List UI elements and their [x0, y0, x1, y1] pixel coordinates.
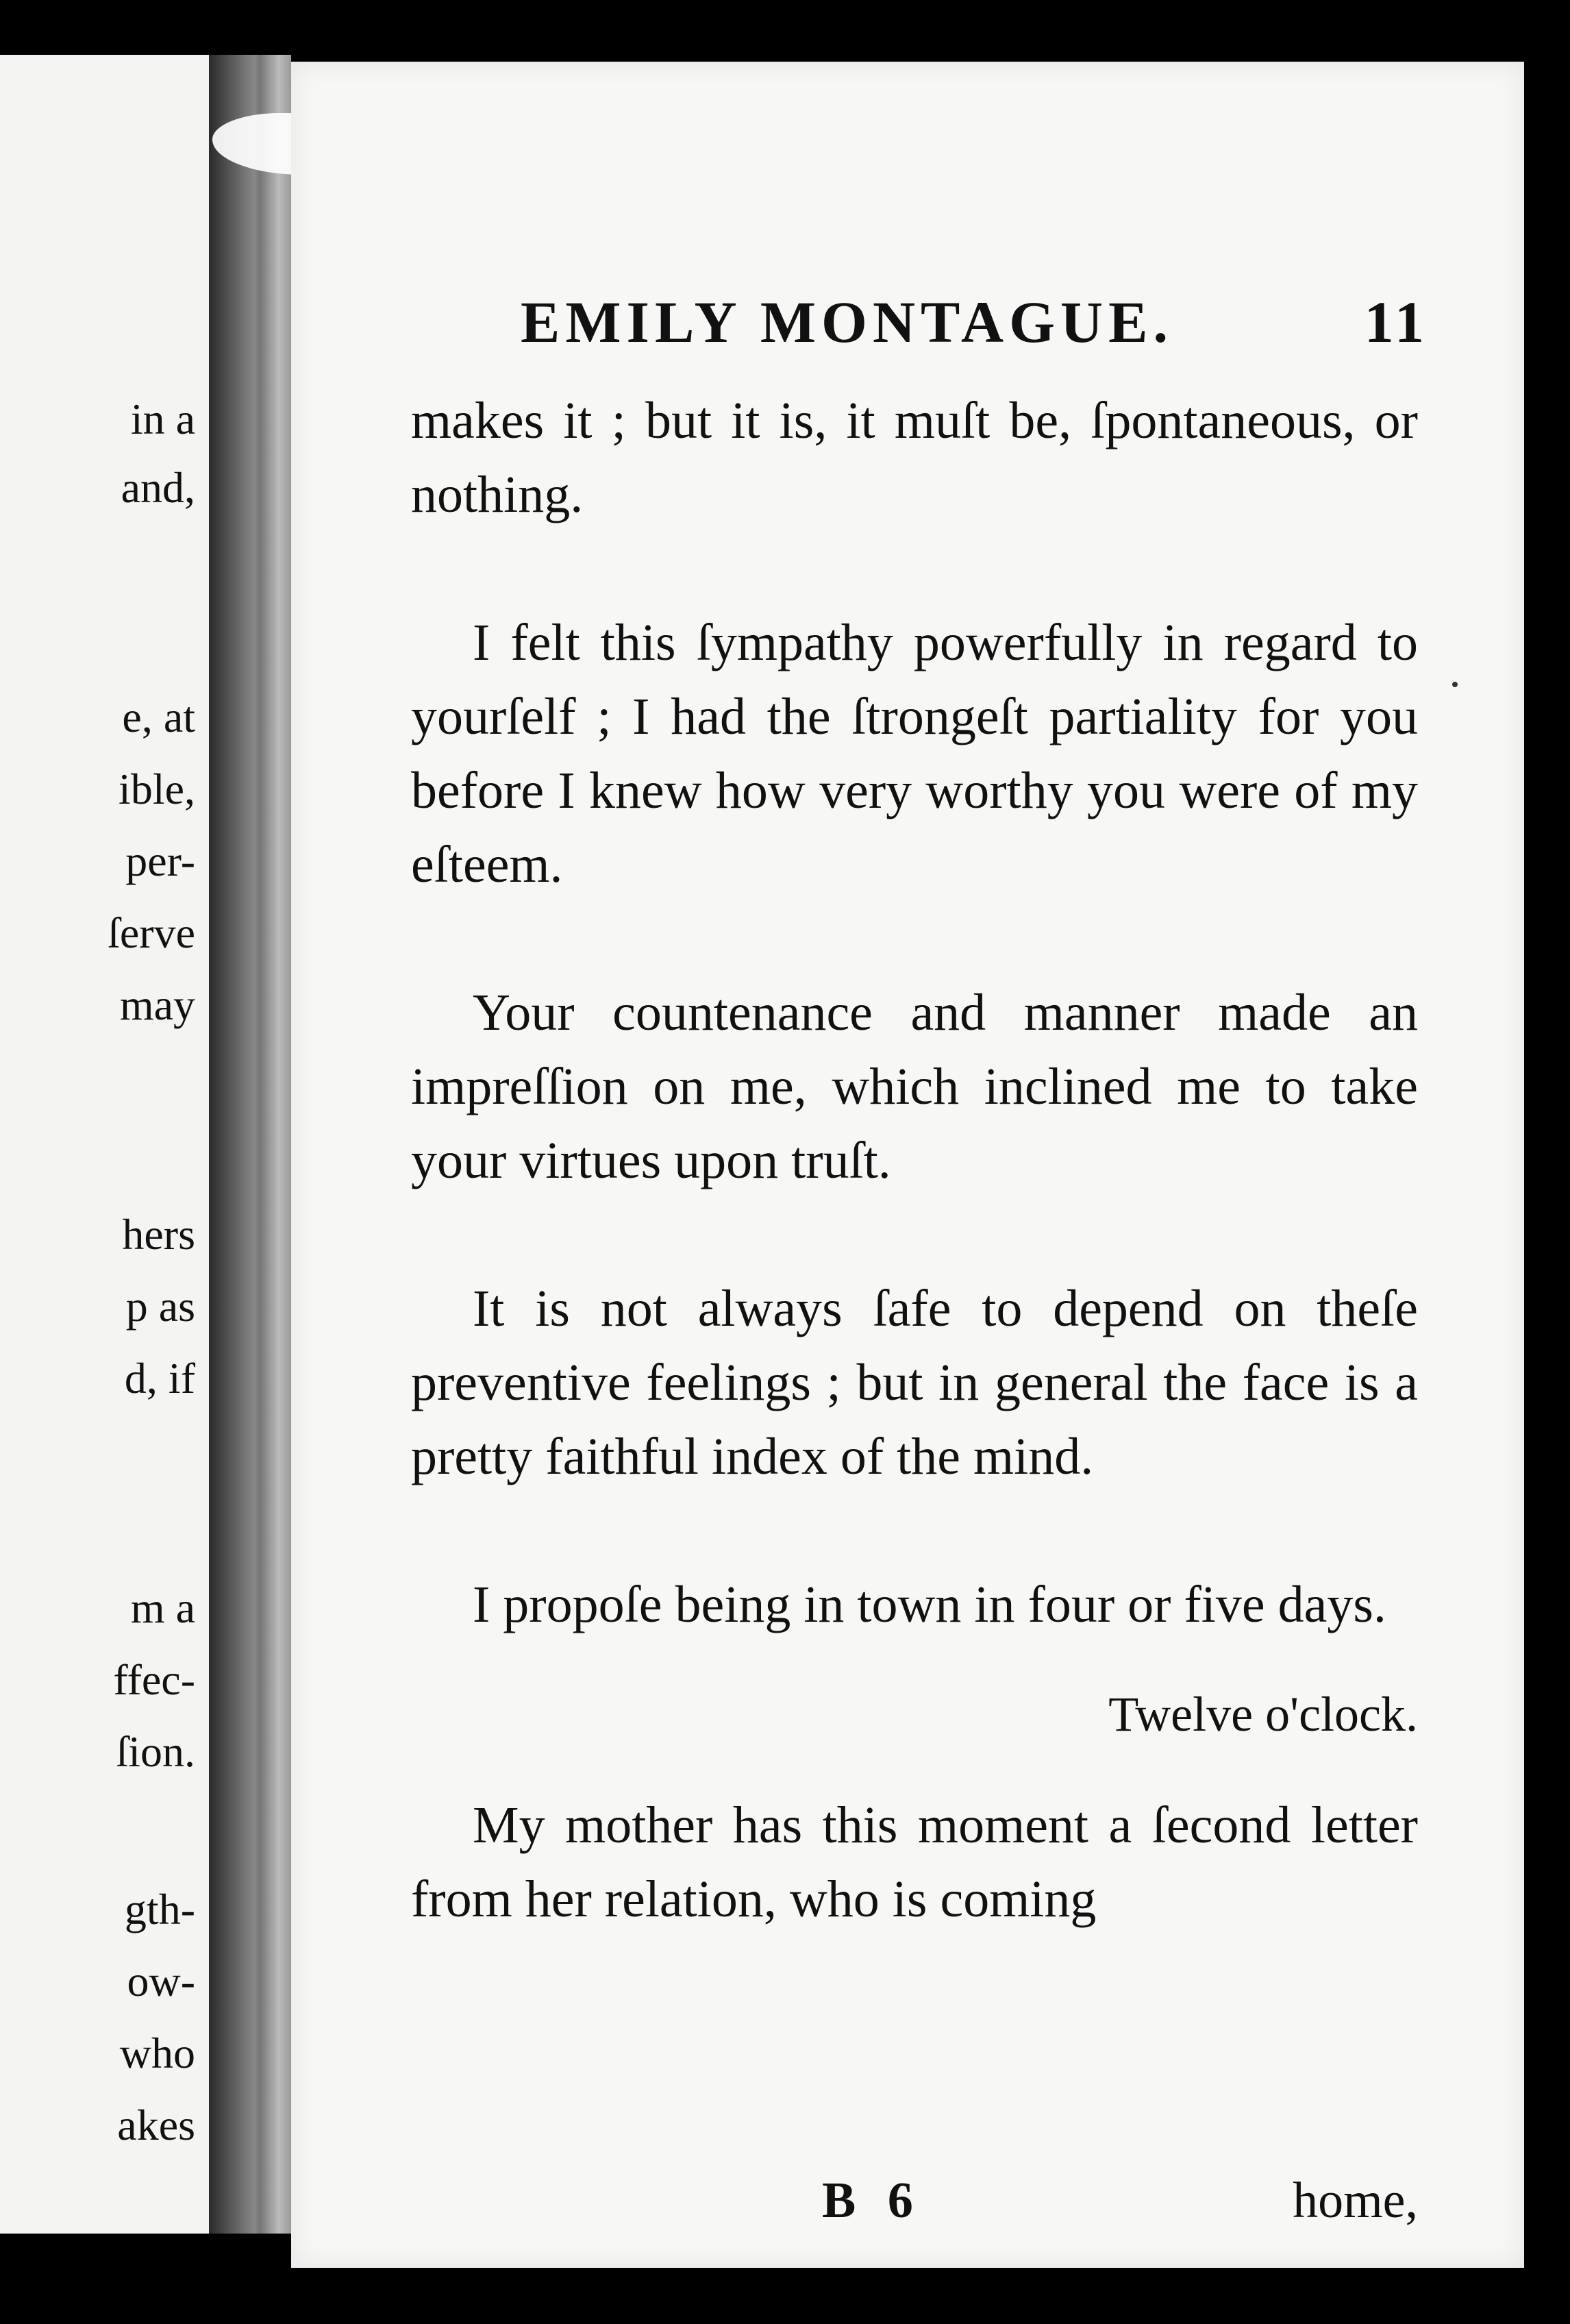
paragraph: I felt this ſympathy powerfully in regard to yourſelf ; I had the ſtrongeſt partiality for you before I knew how very worthy you were of my eſteem. — [411, 614, 1418, 893]
right-page — [291, 62, 1524, 2268]
running-title: EMILY MONTAGUE. — [521, 289, 1173, 355]
left-page-line: per- — [125, 837, 195, 885]
left-page-line: may — [119, 980, 195, 1029]
page-header — [521, 288, 1428, 363]
signature-mark: B 6 — [822, 2173, 923, 2229]
page-footer — [411, 2172, 1418, 2247]
left-facing-page — [0, 55, 209, 2234]
left-page-line: ow- — [127, 1957, 195, 2005]
body-text — [411, 384, 1418, 1936]
left-page-line: e, at — [122, 693, 195, 741]
page-number: 11 — [1364, 289, 1428, 355]
left-page-line: m a — [130, 1583, 195, 1632]
paragraph: I propoſe being in town in four or five days. — [473, 1576, 1386, 1633]
left-page-line: gth- — [124, 1885, 195, 1933]
left-page-line: who — [119, 2029, 195, 2077]
left-page-line: ffec- — [113, 1655, 195, 1704]
ink-speck — [1452, 682, 1458, 687]
left-page-line: ible, — [119, 765, 195, 813]
catchword: home, — [1293, 2173, 1418, 2229]
page-fold-shadow — [260, 55, 291, 2234]
left-page-line: and, — [121, 463, 195, 512]
left-page-line: d, if — [124, 1354, 195, 1402]
left-page-line: akes — [117, 2101, 195, 2149]
left-page-line: ſion. — [116, 1727, 195, 1776]
paragraph: makes it ; but it is, it muſt be, ſpontaneous, or nothing. — [411, 392, 1418, 523]
left-page-line: hers — [122, 1210, 195, 1259]
paragraph: My mother has this moment a ſecond letter from her relation, who is coming — [411, 1796, 1418, 1928]
left-page-line: ſerve — [108, 908, 195, 957]
paragraph: It is not always ſafe to depend on theſe preventive feelings ; but in general the face is a pretty faithful index of the mind. — [411, 1280, 1418, 1485]
paragraph: Your countenance and manner made an impreſſion on me, which inclined me to take your virtues upon truſt. — [411, 984, 1418, 1189]
left-page-line: in a — [130, 395, 195, 443]
letter-signoff: Twelve o'clock. — [1108, 1687, 1418, 1742]
left-page-line: p as — [125, 1282, 195, 1331]
